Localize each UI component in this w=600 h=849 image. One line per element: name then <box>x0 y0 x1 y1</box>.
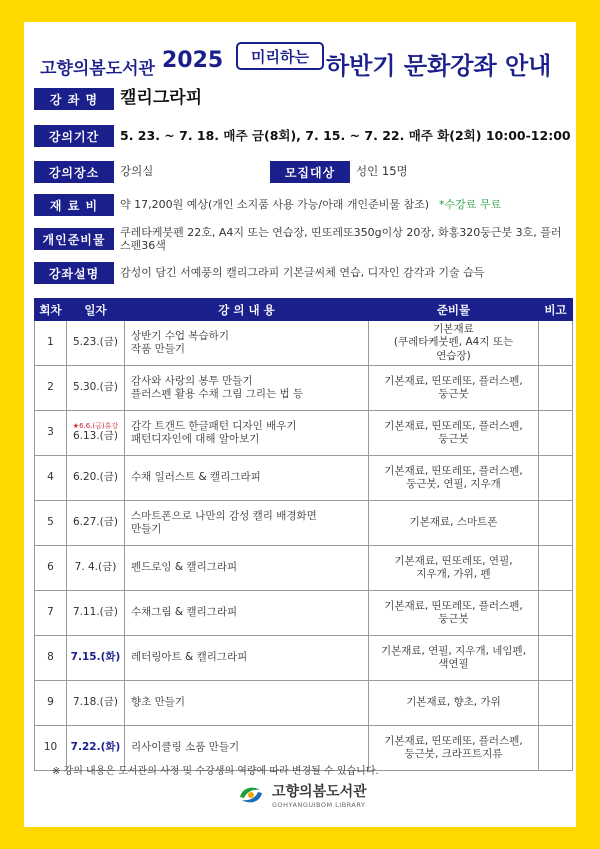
schedule-table <box>34 298 573 771</box>
session-remarks <box>539 501 573 546</box>
course-name-label: 강 좌 명 <box>34 88 114 110</box>
table-row <box>35 411 573 456</box>
session-date: 6.27.(금) <box>72 516 119 529</box>
change-notice: ※ 강의 내용은 도서관의 사정 및 수강생의 역량에 따라 변경될 수 있습니다. <box>52 766 379 777</box>
session-date-cell <box>67 411 125 456</box>
table-row <box>35 366 573 411</box>
course-name-value: 캘리그라피 <box>120 88 203 109</box>
session-number: 5 <box>35 501 67 546</box>
session-date-cell <box>67 681 125 726</box>
free-tuition-note: *수강료 무료 <box>439 197 502 211</box>
session-number: 4 <box>35 456 67 501</box>
session-date-cell <box>67 546 125 591</box>
table-row <box>35 501 573 546</box>
table-row <box>35 591 573 636</box>
session-content: 상반기 수업 복습하기 작품 만들기 <box>125 321 369 366</box>
header-materials: 준비물 <box>369 299 539 321</box>
library-logo-korean: 고향의봄도서관 <box>272 784 367 800</box>
session-date: 5.23.(금) <box>72 336 119 349</box>
personal-supplies-value: 쿠레타케붓펜 22호, A4지 또는 연습장, 띤또레또350g이상 20장, 화홍320둥근붓 3호, 플러스펜36색 <box>120 226 562 252</box>
header-content: 강 의 내 용 <box>125 299 369 321</box>
session-number: 2 <box>35 366 67 411</box>
session-date-cell <box>67 456 125 501</box>
header-session: 회차 <box>35 299 67 321</box>
session-number: 3 <box>35 411 67 456</box>
session-date-cell <box>67 636 125 681</box>
session-content: 스마트폰으로 나만의 감성 캘리 배경화면 만들기 <box>125 501 369 546</box>
session-remarks <box>539 591 573 636</box>
session-materials: 기본재료, 향초, 가위 <box>369 681 539 726</box>
description-value: 감성이 담긴 서예풍의 캘리그라피 기본글씨체 연습, 디자인 감각과 기술 습득 <box>120 265 485 279</box>
session-number: 1 <box>35 321 67 366</box>
session-content: 펜드로잉 & 캘리그라피 <box>125 546 369 591</box>
session-date-cell <box>67 591 125 636</box>
period-label: 강의기간 <box>34 125 114 147</box>
session-remarks <box>539 411 573 456</box>
library-logo-icon <box>236 780 266 810</box>
session-content: 리사이클링 소품 만들기 <box>125 726 369 771</box>
session-date-cell <box>67 366 125 411</box>
session-remarks <box>539 366 573 411</box>
schedule-body <box>35 321 573 771</box>
session-materials: 기본재료, 띤또레또, 연필, 지우개, 가위, 펜 <box>369 546 539 591</box>
description-label: 강좌설명 <box>34 262 114 284</box>
personal-supplies-label: 개인준비물 <box>34 228 114 250</box>
session-materials: 기본재료, 띤또레또, 플러스펜, 둥근붓, 연필, 지우개 <box>369 456 539 501</box>
session-materials: 기본재료, 띤또레또, 플러스펜, 둥근붓 <box>369 591 539 636</box>
library-logo-text <box>272 781 367 809</box>
library-name: 고향의봄도서관 <box>40 59 155 79</box>
period-value: 5. 23. ~ 7. 18. 매주 금(8회), 7. 15. ~ 7. 22. 매주 화(2회) 10:00-12:00 <box>120 127 571 143</box>
session-content: 레터링아트 & 캘리그라피 <box>125 636 369 681</box>
material-cost-label: 재 료 비 <box>34 194 114 216</box>
session-number: 7 <box>35 591 67 636</box>
header-remarks: 비고 <box>539 299 573 321</box>
session-date: 5.30.(금) <box>72 381 119 394</box>
library-logo <box>236 780 367 810</box>
target-value: 성인 15명 <box>356 164 408 179</box>
session-materials: 기본재료, 띤또레또, 플러스펜, 둥근붓, 크라프트지류 <box>369 726 539 771</box>
session-materials: 기본재료, 띤또레또, 플러스펜, 둥근붓 <box>369 411 539 456</box>
holiday-note: ★6.6.(금)휴강 <box>72 421 119 430</box>
session-materials: 기본재료, 띤또레또, 플러스펜, 둥근붓 <box>369 366 539 411</box>
session-number: 6 <box>35 546 67 591</box>
session-content: 수채그림 & 캘리그라피 <box>125 591 369 636</box>
session-date: 6.20.(금) <box>72 471 119 484</box>
table-row <box>35 456 573 501</box>
session-date: 7.11.(금) <box>72 606 119 619</box>
session-content: 감사와 사랑의 봉투 만들기 플러스펜 활용 수채 그림 그리는 법 등 <box>125 366 369 411</box>
material-cost-row <box>120 194 501 216</box>
notice-sheet <box>24 22 576 827</box>
material-cost-value: 약 17,200원 예상(개인 소지품 사용 가능/아래 개인준비물 참조) <box>120 197 430 211</box>
preview-badge: 미리하는 <box>236 42 324 70</box>
session-content: 수채 일러스트 & 캘리그라피 <box>125 456 369 501</box>
session-remarks <box>539 321 573 366</box>
session-content: 감각 트갠드 한글패턴 디자인 배우기 패턴디자인에 대해 알아보기 <box>125 411 369 456</box>
session-date: 7.22.(화) <box>70 741 121 754</box>
session-date-cell <box>67 321 125 366</box>
place-label: 강의장소 <box>34 161 114 183</box>
header <box>24 22 576 88</box>
table-row <box>35 681 573 726</box>
session-remarks <box>539 456 573 501</box>
table-row <box>35 636 573 681</box>
session-number: 9 <box>35 681 67 726</box>
place-value: 강의실 <box>120 164 154 179</box>
header-date: 일자 <box>67 299 125 321</box>
session-date: 7.15.(화) <box>70 651 121 664</box>
session-materials: 기본재료, 스마트폰 <box>369 501 539 546</box>
session-materials: 기본재료 (쿠레타케붓펜, A4지 또는 연습장) <box>369 321 539 366</box>
session-remarks <box>539 681 573 726</box>
session-date-cell <box>67 501 125 546</box>
session-materials: 기본재료, 연필, 지우개, 네임펜, 색연필 <box>369 636 539 681</box>
session-date: 6.13.(금) <box>72 430 119 443</box>
session-remarks <box>539 546 573 591</box>
table-header-row <box>35 299 573 321</box>
session-date: 7.18.(금) <box>72 696 119 709</box>
session-number: 10 <box>35 726 67 771</box>
table-row <box>35 546 573 591</box>
target-label: 모집대상 <box>270 161 350 183</box>
library-logo-english: GOHYANGUIBOM LIBRARY <box>272 801 366 809</box>
session-number: 8 <box>35 636 67 681</box>
session-remarks <box>539 636 573 681</box>
page-title: 하반기 문화강좌 안내 <box>326 52 552 80</box>
year: 2025 <box>162 48 224 73</box>
table-row <box>35 321 573 366</box>
session-remarks <box>539 726 573 771</box>
session-date: 7. 4.(금) <box>74 561 117 574</box>
session-content: 향초 만들기 <box>125 681 369 726</box>
